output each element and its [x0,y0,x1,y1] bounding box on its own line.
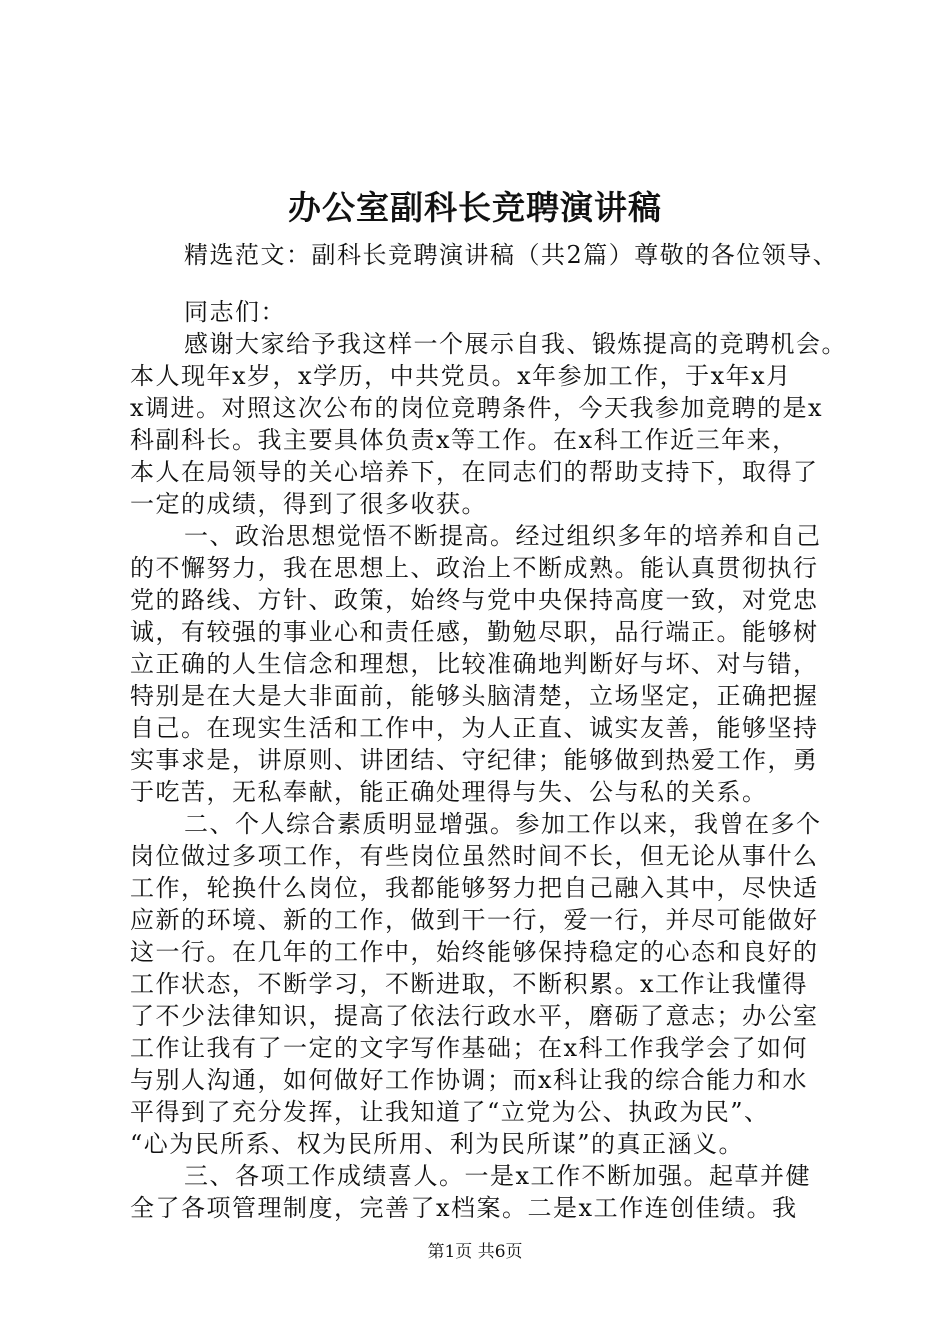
body-line: 特别是在大是大非面前，能够头脑清楚，立场坚定，正确把握 [130,682,819,710]
body-line: x调进。对照这次公布的岗位竞聘条件，今天我参加竞聘的是x [130,394,824,422]
body-line: 一定的成绩，得到了很多收获。 [130,490,487,518]
body-line: 实事求是，讲原则、讲团结、守纪律；能够做到热爱工作，勇 [130,746,819,774]
body-line: 本人现年x岁，x学历，中共党员。x年参加工作，于x年x月 [130,362,792,390]
body-line: 这一行。在几年的工作中，始终能够保持稳定的心态和良好的 [130,938,819,966]
page-number-footer: 第1页 共6页 [427,1242,523,1262]
body-line: 应新的环境、新的工作，做到干一行，爱一行，并尽可能做好 [130,906,819,934]
body-line: 工作状态，不断学习，不断进取，不断积累。x工作让我懂得 [130,970,809,998]
body-line: 一、政治思想觉悟不断提高。经过组织多年的培养和自己 [184,522,822,550]
body-line: 工作，轮换什么岗位，我都能够努力把自己融入其中，尽快适 [130,874,819,902]
body-line: 本人在局领导的关心培养下，在同志们的帮助支持下，取得了 [130,458,819,486]
body-line: 平得到了充分发挥，让我知道了“立党为公、执政为民”、 [130,1098,770,1126]
body-line: 于吃苦，无私奉献，能正确处理得与失、公与私的关系。 [130,778,768,806]
body-line: “心为民所系、权为民所用、利为民所谋”的真正涵义。 [130,1130,745,1158]
body-line: 感谢大家给予我这样一个展示自我、锻炼提高的竞聘机会。 [184,330,847,358]
subtitle-line: 精选范文：副科长竞聘演讲稿（共2篇）尊敬的各位领导、 [184,241,839,269]
salutation: 同志们： [184,298,286,326]
body-line: 的不懈努力，我在思想上、政治上不断成熟。能认真贯彻执行 [130,554,819,582]
document-title: 办公室副科长竞聘演讲稿 [288,188,662,227]
body-line: 自己。在现实生活和工作中，为人正直、诚实友善，能够坚持 [130,714,819,742]
body-line: 与别人沟通，如何做好工作协调；而x科让我的综合能力和水 [130,1066,809,1094]
body-line: 三、各项工作成绩喜人。一是x工作不断加强。起草并健 [184,1162,812,1190]
body-line: 岗位做过多项工作，有些岗位虽然时间不长，但无论从事什么 [130,842,819,870]
body-line: 了不少法律知识，提高了依法行政水平，磨砺了意志；办公室 [130,1002,819,1030]
body-line: 二、个人综合素质明显增强。参加工作以来，我曾在多个 [184,810,822,838]
body-line: 全了各项管理制度，完善了x档案。二是x工作连创佳绩。我 [130,1194,798,1222]
body-line: 科副科长。我主要具体负责x等工作。在x科工作近三年来， [130,426,798,454]
body-line: 诚，有较强的事业心和责任感，勤勉尽职，品行端正。能够树 [130,618,819,646]
body-line: 立正确的人生信念和理想，比较准确地判断好与坏、对与错， [130,650,819,678]
body-line: 工作让我有了一定的文字写作基础；在x科工作我学会了如何 [130,1034,809,1062]
body-line: 党的路线、方针、政策，始终与党中央保持高度一致，对党忠 [130,586,819,614]
